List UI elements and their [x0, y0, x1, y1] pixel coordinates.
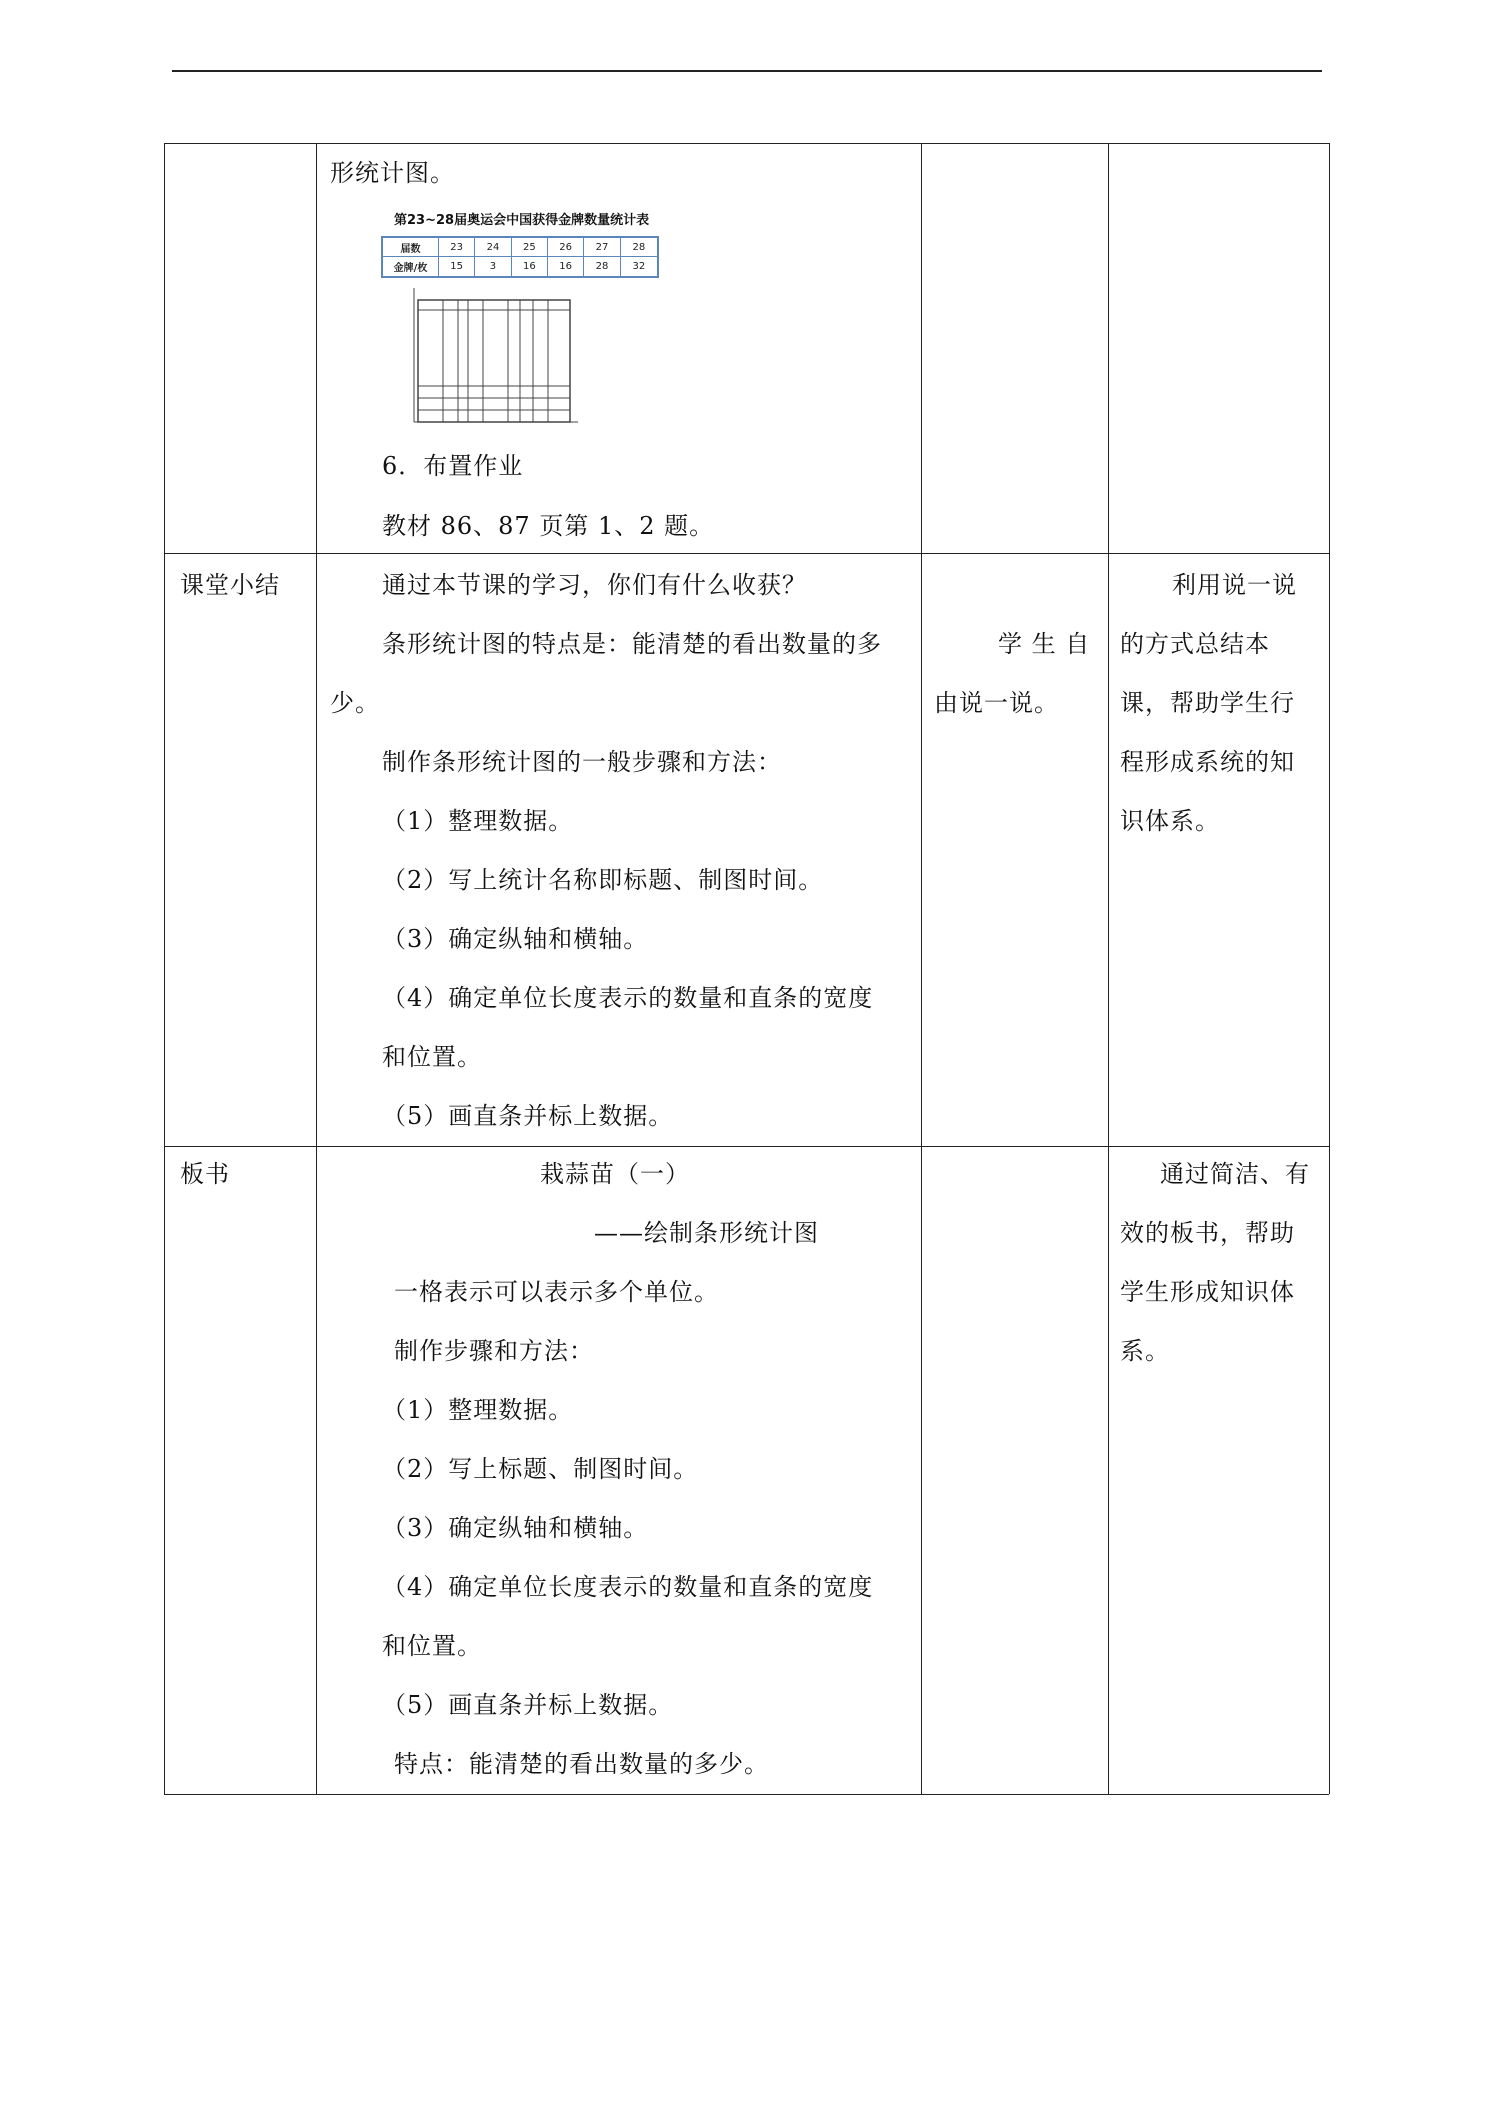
board-step-cont: 和位置。 — [382, 1632, 482, 1660]
summary-step-cont: 和位置。 — [382, 1043, 482, 1071]
summary-step: （5）画直条并标上数据。 — [382, 1102, 674, 1130]
row-divider — [164, 1146, 1329, 1147]
summary-question: 通过本节课的学习，你们有什么收获？ — [382, 571, 807, 599]
design-intent: 程形成系统的知 — [1120, 748, 1295, 776]
summary-step: （4）确定单位长度表示的数量和直条的宽度 — [382, 984, 874, 1012]
board-title: 栽蒜苗（一） — [540, 1160, 690, 1188]
column-divider — [1108, 143, 1109, 1794]
board-step: （3）确定纵轴和横轴。 — [382, 1514, 649, 1542]
medal-table — [381, 236, 659, 278]
table-cell: 3 — [475, 257, 511, 276]
figure-title: 第23~28届奥运会中国获得金牌数量统计表 — [394, 213, 650, 228]
summary-step: （1）整理数据。 — [382, 807, 574, 835]
row-divider — [164, 553, 1329, 554]
summary-feature: 条形统计图的特点是：能清楚的看出数量的多 — [382, 630, 882, 658]
table-cell: 27 — [584, 238, 620, 257]
design-intent: 的方式总结本 — [1120, 630, 1270, 658]
blank-chart-grid — [410, 288, 580, 428]
board-feature: 特点：能清楚的看出数量的多少。 — [394, 1750, 769, 1778]
table-cell: 16 — [548, 257, 584, 276]
table-cell: 16 — [512, 257, 548, 276]
board-step: （4）确定单位长度表示的数量和直条的宽度 — [382, 1573, 874, 1601]
board-text: 一格表示可以表示多个单位。 — [394, 1278, 719, 1306]
student-activity: 学 生 自 — [998, 630, 1091, 658]
board-steps-intro: 制作步骤和方法： — [394, 1337, 594, 1365]
table-cell: 32 — [632, 261, 646, 272]
table-header-cell: 届数 — [383, 238, 439, 257]
design-intent: 系。 — [1120, 1337, 1170, 1365]
design-intent: 效的板书，帮助 — [1120, 1219, 1295, 1247]
content-text: 形统计图。 — [330, 159, 455, 187]
board-step: （1）整理数据。 — [382, 1396, 574, 1424]
board-subtitle: ——绘制条形统计图 — [594, 1219, 819, 1247]
table-cell: 28 — [584, 257, 620, 276]
table-border-bottom — [164, 1794, 1329, 1795]
design-intent: 利用说一说 — [1172, 571, 1297, 599]
table-border-right — [1329, 143, 1330, 1794]
design-intent: 通过简洁、有 — [1160, 1160, 1310, 1188]
homework-title: 6．布置作业 — [382, 452, 524, 480]
summary-step: （2）写上统计名称即标题、制图时间。 — [382, 866, 824, 894]
section-label: 课堂小结 — [180, 571, 280, 599]
table-header-cell: 金牌/枚 — [383, 257, 439, 276]
student-activity-cont: 由说一说。 — [934, 689, 1059, 717]
design-intent: 课，帮助学生行 — [1120, 689, 1295, 717]
table-border-left — [164, 143, 165, 1794]
table-cell: 26 — [548, 238, 584, 257]
design-intent: 学生形成知识体 — [1120, 1278, 1295, 1306]
summary-step: （3）确定纵轴和横轴。 — [382, 925, 649, 953]
table-cell: 28 — [621, 238, 657, 257]
table-cell: 23 — [439, 238, 475, 257]
section-label: 板书 — [180, 1160, 230, 1188]
design-intent: 识体系。 — [1120, 807, 1220, 835]
column-divider — [921, 143, 922, 1794]
table-cell: 24 — [475, 238, 511, 257]
header-rule — [172, 70, 1322, 72]
board-step: （2）写上标题、制图时间。 — [382, 1455, 699, 1483]
table-cell: 25 — [512, 238, 548, 257]
column-divider — [316, 143, 317, 1794]
table-cell: 15 — [439, 257, 475, 276]
summary-steps-intro: 制作条形统计图的一般步骤和方法： — [382, 748, 782, 776]
summary-feature-cont: 少。 — [330, 689, 380, 717]
board-step: （5）画直条并标上数据。 — [382, 1691, 674, 1719]
table-border-top — [164, 143, 1329, 144]
homework-text: 教材 86、87 页第 1、2 题。 — [382, 512, 715, 540]
